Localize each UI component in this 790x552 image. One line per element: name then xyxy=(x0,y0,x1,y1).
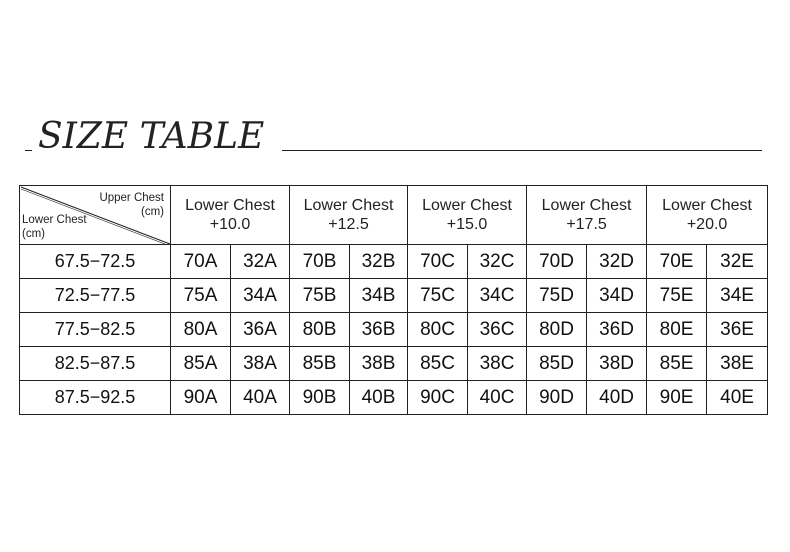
size-cell: 75D xyxy=(527,279,587,313)
size-cell: 34A xyxy=(231,279,290,313)
size-cell: 70C xyxy=(408,245,468,279)
header-row xyxy=(20,186,768,245)
size-table xyxy=(19,185,768,415)
group-label: Lower Chest xyxy=(662,197,752,214)
size-cell: 38B xyxy=(350,347,408,381)
size-cell: 75B xyxy=(290,279,350,313)
upper-chest-label xyxy=(99,191,164,219)
group-label: Lower Chest xyxy=(185,197,275,214)
lower-chest-range-cell: 77.5−82.5 xyxy=(20,313,171,347)
size-cell: 70A xyxy=(171,245,231,279)
group-offset: +15.0 xyxy=(446,216,488,233)
size-cell: 32D xyxy=(587,245,647,279)
table-row xyxy=(20,245,768,279)
size-cell: 90A xyxy=(171,381,231,415)
page-title: SIZE TABLE xyxy=(38,116,265,157)
group-offset: +10.0 xyxy=(209,216,251,233)
size-cell: 90E xyxy=(647,381,707,415)
size-cell: 36A xyxy=(231,313,290,347)
size-cell: 32A xyxy=(231,245,290,279)
size-cell: 38E xyxy=(707,347,768,381)
size-cell: 36D xyxy=(587,313,647,347)
size-cell: 70E xyxy=(647,245,707,279)
size-cell: 40E xyxy=(707,381,768,415)
column-group-header xyxy=(647,186,768,245)
size-cell: 90C xyxy=(408,381,468,415)
size-cell: 38D xyxy=(587,347,647,381)
group-label: Lower Chest xyxy=(422,197,512,214)
size-cell: 85E xyxy=(647,347,707,381)
lower-chest-label xyxy=(22,213,87,241)
size-cell: 38A xyxy=(231,347,290,381)
size-cell: 38C xyxy=(468,347,527,381)
group-label: Lower Chest xyxy=(303,197,394,214)
size-cell: 75A xyxy=(171,279,231,313)
size-cell: 36E xyxy=(707,313,768,347)
size-cell: 40C xyxy=(468,381,527,415)
size-cell: 75C xyxy=(408,279,468,313)
column-group-header xyxy=(527,186,647,245)
table-row xyxy=(20,381,768,415)
size-cell: 80B xyxy=(290,313,350,347)
lower-chest-range-cell: 82.5−87.5 xyxy=(20,347,171,381)
group-label: Lower Chest xyxy=(541,197,632,214)
table-row xyxy=(20,279,768,313)
group-offset: +20.0 xyxy=(686,216,728,233)
size-cell: 85B xyxy=(290,347,350,381)
size-cell: 70B xyxy=(290,245,350,279)
group-offset: +12.5 xyxy=(328,216,369,233)
column-group-header xyxy=(171,186,290,245)
lower-chest-text: Lower Chest xyxy=(22,214,87,226)
group-offset: +17.5 xyxy=(566,216,607,233)
size-cell: 32B xyxy=(350,245,408,279)
lower-chest-range-cell: 87.5−92.5 xyxy=(20,381,171,415)
table-row xyxy=(20,347,768,381)
size-cell: 32C xyxy=(468,245,527,279)
size-cell: 85C xyxy=(408,347,468,381)
size-cell: 80C xyxy=(408,313,468,347)
title-rule-left xyxy=(25,150,32,151)
size-cell: 34C xyxy=(468,279,527,313)
title-rule-right xyxy=(282,150,762,151)
size-cell: 85D xyxy=(527,347,587,381)
size-cell: 80D xyxy=(527,313,587,347)
size-cell: 75E xyxy=(647,279,707,313)
size-cell: 32E xyxy=(707,245,768,279)
size-cell: 80A xyxy=(171,313,231,347)
size-cell: 40A xyxy=(231,381,290,415)
column-group-header xyxy=(290,186,408,245)
table-row xyxy=(20,313,768,347)
size-cell: 40B xyxy=(350,381,408,415)
size-cell: 85A xyxy=(171,347,231,381)
title-bar xyxy=(0,108,790,168)
upper-chest-text: Upper Chest xyxy=(99,192,164,204)
size-cell: 36C xyxy=(468,313,527,347)
size-cell: 40D xyxy=(587,381,647,415)
column-group-header xyxy=(408,186,527,245)
lower-chest-range-cell: 67.5−72.5 xyxy=(20,245,171,279)
size-cell: 34E xyxy=(707,279,768,313)
corner-header-cell xyxy=(20,186,171,245)
size-cell: 80E xyxy=(647,313,707,347)
size-cell: 90B xyxy=(290,381,350,415)
lower-chest-range-cell: 72.5−77.5 xyxy=(20,279,171,313)
size-cell: 70D xyxy=(527,245,587,279)
table-body xyxy=(20,245,768,415)
size-cell: 34D xyxy=(587,279,647,313)
size-cell: 36B xyxy=(350,313,408,347)
size-cell: 34B xyxy=(350,279,408,313)
lower-chest-unit: (cm) xyxy=(22,228,45,240)
size-cell: 90D xyxy=(527,381,587,415)
upper-chest-unit: (cm) xyxy=(141,206,164,218)
